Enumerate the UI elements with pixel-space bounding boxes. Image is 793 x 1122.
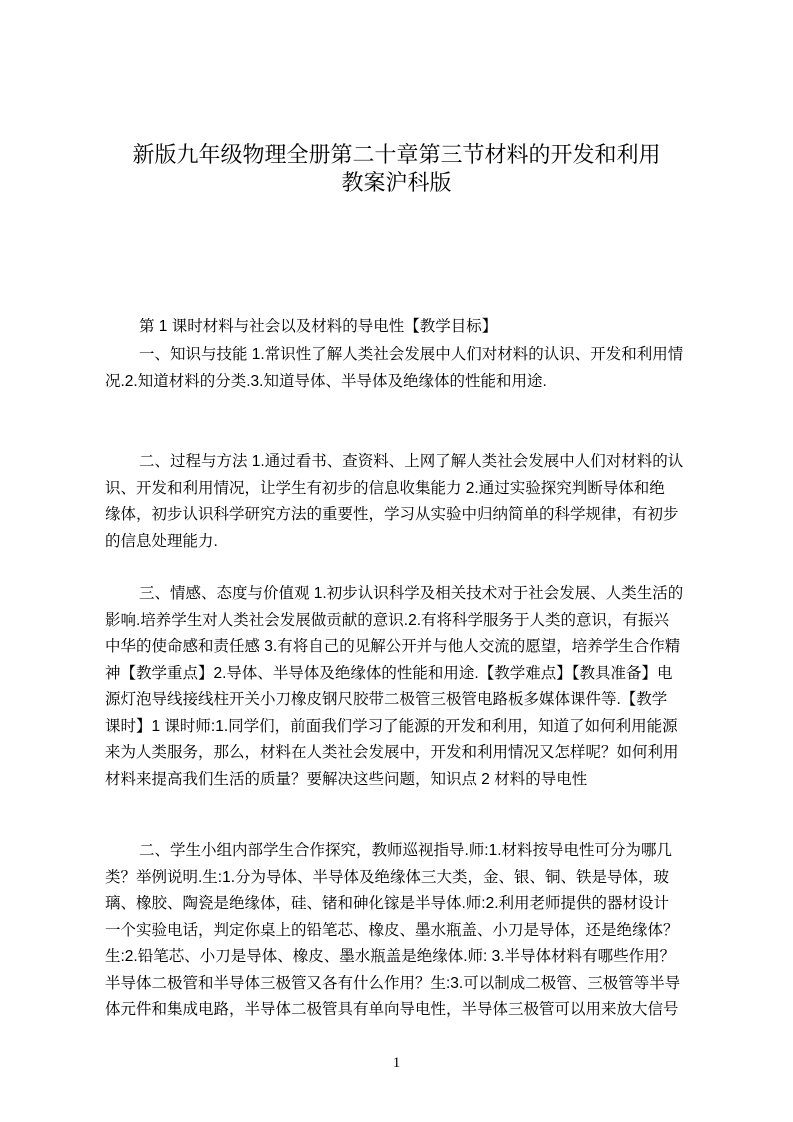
paragraph-process-methods (105, 449, 702, 555)
text-line: 况.2.知道材料的分类.3.知道导体、半导体及绝缘体的性能和用途. (105, 372, 547, 390)
text-line: 来为人类服务，那么，材料在人类社会发展中，开发和利用情况又怎样呢？如何利用 (105, 744, 679, 761)
title-line-2: 教案沪科版 (341, 170, 452, 195)
text-line: 神【教学重点】2.导体、半导体及绝缘体的性能和用途.【教学难点】【教具准备】电 (105, 664, 673, 682)
text-line: 类？举例说明.生:1.分为导体、半导体及绝缘体三大类，金、银、铜、铁是导体，玻 (105, 868, 670, 886)
text-line: 中华的使命感和责任感 3.有将自己的见解公开并与他人交流的愿望，培养学生合作精 (105, 638, 681, 655)
title-line-1: 新版九年级物理全册第二十章第三节材料的开发和利用 (132, 142, 661, 167)
text-line: 璃、橡胶、陶瓷是绝缘体，硅、锗和砷化镓是半导体.师:2.利用老师提供的器材设计 (105, 895, 670, 912)
text-line: 体元件和集成电路，半导体二极管具有单向导电性，半导体三极管可以用来放大信号 (105, 1001, 679, 1018)
text-line: 三、情感、态度与价值观 1.初步认识科学及相关技术对于社会发展、人类生活的 (139, 585, 684, 602)
text-line: 缘体，初步认识科学研究方法的重要性，学习从实验中归纳简单的科学规律，有初步 (105, 506, 679, 523)
paragraph-knowledge-skills (105, 342, 702, 395)
page-number: 1 (392, 1055, 401, 1071)
paragraph-values (105, 581, 702, 793)
document-title (0, 141, 793, 197)
text-line: 的信息处理能力. (105, 532, 218, 550)
text-line: 一、知识与技能 1.常识性了解人类社会发展中人们对材料的认识、开发和利用情 (139, 346, 684, 363)
text-line: 第 1 课时材料与社会以及材料的导电性【教学目标】 (139, 318, 498, 335)
text-line: 半导体二极管和半导体三极管又各有什么作用？生:3.可以制成二极管、三极管等半导 (105, 974, 681, 992)
text-line: 识、开发和利用情况，让学生有初步的信息收集能力 2.通过实验探究判断导体和绝 (105, 479, 665, 497)
text-line: 源灯泡导线接线柱开关小刀橡皮钢尺胶带二极管三极管电路板多媒体课件等.【教学 (105, 691, 668, 708)
text-line: 材料来提高我们生活的质量？要解决这些问题，知识点 2 材料的导电性 (105, 770, 588, 788)
text-line: 二、学生小组内部学生合作探究，教师巡视指导.师:1.材料按导电性可分为哪几 (139, 842, 673, 859)
text-line: 生:2.铅笔芯、小刀是导体、橡皮、墨水瓶盖是绝缘体.师: 3.半导体材料有哪些作用？ (105, 948, 676, 965)
text-line: 影响.培养学生对人类社会发展做贡献的意识.2.有将科学服务于人类的意识，有振兴 (105, 611, 670, 629)
section-heading (105, 314, 702, 341)
text-line: 二、过程与方法 1.通过看书、查资料、上网了解人类社会发展中人们对材料的认 (139, 453, 684, 470)
text-line: 一个实验电话，判定你桌上的铅笔芯、橡皮、墨水瓶盖、小刀是导体，还是绝缘体？ (105, 921, 679, 939)
paragraph-group-inquiry (105, 837, 702, 1023)
text-line: 课时】1 课时师:1.同学们，前面我们学习了能源的开发和利用，知道了如何利用能源 (105, 717, 678, 735)
